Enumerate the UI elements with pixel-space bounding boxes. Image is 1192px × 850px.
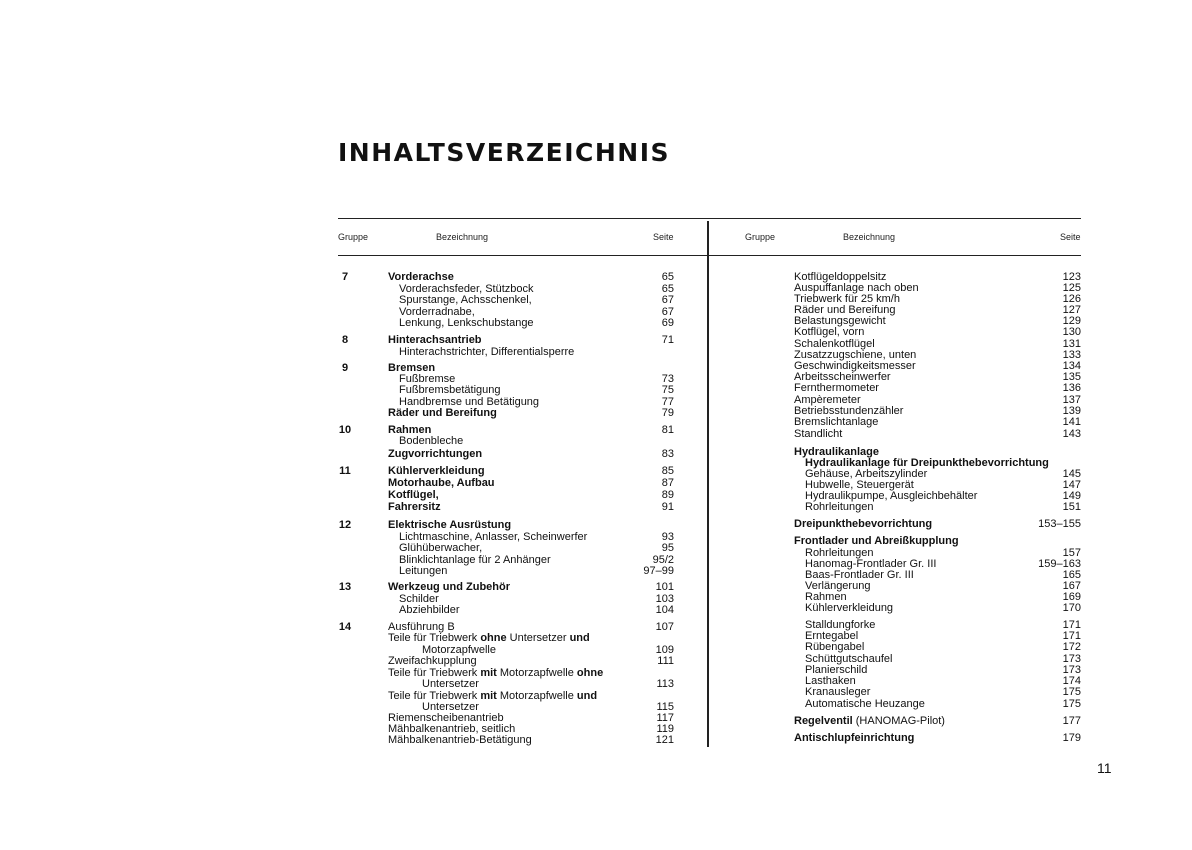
- toc-entry: Geschwindigkeitsmesser: [794, 360, 916, 372]
- toc-entry: Teile für Triebwerk ohne Untersetzer und: [388, 632, 590, 644]
- toc-page-ref: 136: [1062, 382, 1081, 394]
- toc-page-ref: 95: [661, 542, 674, 554]
- toc-page-ref: 165: [1062, 569, 1081, 581]
- header-gruppe-left: Gruppe: [338, 232, 369, 242]
- toc-entry: Dreipunkthebevorrichtung: [794, 518, 933, 530]
- header-bezeichnung-right: Bezeichnung: [843, 232, 896, 242]
- toc-entry: Belastungsgewicht: [794, 315, 886, 327]
- toc-page-ref: 175: [1062, 686, 1081, 698]
- toc-entry: Arbeitsscheinwerfer: [794, 371, 891, 383]
- toc-entry: Teile für Triebwerk mit Motorzapfwelle und: [388, 690, 598, 702]
- toc-page-ref: 149: [1062, 490, 1081, 502]
- toc-page-ref: 91: [661, 501, 674, 513]
- toc-entry: Betriebsstundenzähler: [794, 405, 904, 417]
- header-gruppe-right: Gruppe: [745, 232, 776, 242]
- toc-page-ref: 143: [1062, 428, 1081, 440]
- toc-page-ref: 171: [1062, 619, 1081, 631]
- toc-page-ref: 179: [1062, 732, 1081, 744]
- toc-page-ref: 153–155: [1038, 518, 1081, 530]
- group-number: 12: [338, 519, 352, 531]
- toc-entry: Kotflügeldoppelsitz: [794, 271, 887, 283]
- toc-page-ref: 175: [1062, 698, 1081, 710]
- group-number: 14: [338, 621, 352, 633]
- toc-page-ref: 174: [1062, 675, 1081, 687]
- toc-entry: Stalldungforke: [805, 619, 876, 631]
- toc-page-ref: 75: [661, 384, 674, 396]
- toc-entry: Fußbremsbetätigung: [399, 384, 501, 396]
- group-number: 9: [341, 362, 349, 374]
- toc-entry: Räder und Bereifung: [388, 407, 497, 419]
- toc-page-ref: 89: [661, 489, 674, 501]
- toc-page-ref: 117: [656, 712, 674, 724]
- toc-page-ref: 157: [1062, 547, 1081, 559]
- toc-entry: Teile für Triebwerk mit Motorzapfwelle ohne: [388, 667, 604, 679]
- toc-page-ref: 79: [661, 407, 674, 419]
- toc-page-ref: 139: [1062, 405, 1081, 417]
- table-top-rule: [338, 218, 1081, 219]
- toc-entry: Automatische Heuzange: [805, 698, 925, 710]
- toc-entry: Riemenscheibenantrieb: [388, 712, 504, 724]
- header-seite-left: Seite: [653, 232, 674, 242]
- toc-page-ref: 69: [661, 317, 674, 329]
- toc-page-ref: 111: [657, 655, 674, 667]
- toc-entry: Vorderachsfeder, Stützbock: [399, 283, 534, 295]
- toc-entry: Rohrleitungen: [805, 547, 874, 559]
- toc-page-ref: 93: [661, 531, 674, 543]
- toc-page-ref: 103: [655, 593, 674, 605]
- toc-entry: Gehäuse, Arbeitszylinder: [805, 468, 928, 480]
- toc-page-ref: 135: [1062, 371, 1081, 383]
- toc-entry: Fernthermometer: [794, 382, 879, 394]
- toc-entry: Elektrische Ausrüstung: [388, 519, 512, 531]
- toc-entry: Kotflügel,: [388, 489, 439, 501]
- toc-entry: Standlicht: [794, 428, 843, 440]
- toc-page-ref: 126: [1062, 293, 1081, 305]
- toc-entry: Kühlerverkleidung: [805, 602, 894, 614]
- toc-entry: Zweifachkupplung: [388, 655, 477, 667]
- toc-entry: Zugvorrichtungen: [388, 448, 483, 460]
- toc-entry: Rahmen: [805, 591, 847, 603]
- toc-entry: Bremslichtanlage: [794, 416, 879, 428]
- toc-page-ref: 147: [1062, 479, 1081, 491]
- toc-page-ref: 67: [661, 306, 674, 318]
- toc-entry: Räder und Bereifung: [794, 304, 896, 316]
- toc-page-ref: 77: [661, 396, 674, 408]
- toc-entry: Lasthaken: [805, 675, 856, 687]
- toc-page-ref: 151: [1062, 501, 1081, 513]
- toc-entry: Fahrersitz: [388, 501, 441, 513]
- toc-entry: Baas-Frontlader Gr. III: [805, 569, 914, 581]
- toc-page-ref: 87: [661, 477, 674, 489]
- toc-entry: Hydraulikanlage: [794, 446, 879, 458]
- toc-page-ref: 173: [1062, 664, 1081, 676]
- toc-entry: Kotflügel, vorn: [794, 326, 865, 338]
- toc-entry: Rübengabel: [805, 641, 865, 653]
- header-bezeichnung-left: Bezeichnung: [436, 232, 489, 242]
- toc-page-ref: 115: [656, 701, 674, 713]
- toc-page-ref: 172: [1062, 641, 1081, 653]
- toc-entry: Bodenbleche: [399, 435, 464, 447]
- toc-entry: Hanomag-Frontlader Gr. III: [805, 558, 937, 570]
- toc-page-ref: 171: [1062, 630, 1081, 642]
- toc-entry: Zusatzzugschiene, unten: [794, 349, 917, 361]
- toc-entry: Lenkung, Lenkschubstange: [399, 317, 534, 329]
- toc-entry: Leitungen: [399, 565, 448, 577]
- table-header-rule: [338, 255, 1081, 256]
- toc-page-ref: 113: [656, 678, 674, 690]
- page-number: 11: [1097, 760, 1112, 776]
- toc-page-ref: 159–163: [1038, 558, 1081, 570]
- page-title: INHALTSVERZEICHNIS: [338, 138, 671, 167]
- toc-page-ref: 119: [656, 723, 674, 735]
- toc-entry: Hinterachstrichter, Differentialsperre: [399, 346, 575, 358]
- toc-entry: Antischlupfeinrichtung: [794, 732, 915, 744]
- toc-entry: Vorderachse: [388, 271, 454, 283]
- toc-page-ref: 107: [655, 621, 674, 633]
- toc-page-ref: 141: [1062, 416, 1081, 428]
- toc-entry: Triebwerk für 25 km/h: [794, 293, 900, 305]
- toc-page-ref: 129: [1062, 315, 1081, 327]
- toc-entry: Ampèremeter: [794, 394, 861, 406]
- toc-entry: Regelventil (HANOMAG-Pilot): [794, 715, 945, 727]
- toc-entry: Hydraulikanlage für Dreipunkthebevorrichtung: [805, 457, 1049, 469]
- toc-page-ref: 125: [1062, 282, 1081, 294]
- toc-page-ref: 85: [661, 465, 674, 477]
- toc-page-ref: 137: [1062, 394, 1081, 406]
- column-divider: [707, 221, 709, 747]
- toc-entry: Hinterachsantrieb: [388, 334, 482, 346]
- toc-entry: Glühüberwacher,: [399, 542, 483, 554]
- toc-page-ref: 173: [1062, 653, 1081, 665]
- toc-page-ref: 134: [1062, 360, 1081, 372]
- toc-page-ref: 65: [661, 271, 674, 283]
- toc-page-ref: 67: [661, 294, 674, 306]
- toc-page-ref: 131: [1062, 338, 1081, 350]
- toc-entry: Mähbalkenantrieb, seitlich: [388, 723, 516, 735]
- toc-entry: Hubwelle, Steuergerät: [805, 479, 914, 491]
- toc-page-ref: 127: [1062, 304, 1081, 316]
- toc-entry: Motorhaube, Aufbau: [388, 477, 495, 489]
- toc-entry: Mähbalkenantrieb-Betätigung: [388, 734, 532, 746]
- toc-entry: Vorderradnabe,: [399, 306, 475, 318]
- toc-entry: Rohrleitungen: [805, 501, 874, 513]
- toc-entry: Frontlader und Abreißkupplung: [794, 535, 959, 547]
- toc-page-ref: 83: [661, 448, 674, 460]
- toc-entry: Ausführung B: [388, 621, 455, 633]
- toc-entry: Fußbremse: [399, 373, 456, 385]
- toc-page-ref: 65: [661, 283, 674, 295]
- group-number: 13: [338, 581, 352, 593]
- group-number: 10: [338, 424, 352, 436]
- group-number: 7: [341, 271, 349, 283]
- toc-page-ref: 145: [1062, 468, 1081, 480]
- toc-entry: Kranausleger: [805, 686, 871, 698]
- toc-page-ref: 130: [1062, 326, 1081, 338]
- toc-page-ref: 177: [1062, 715, 1081, 727]
- toc-page-ref: 104: [655, 604, 674, 616]
- toc-entry: Werkzeug und Zubehör: [388, 581, 511, 593]
- toc-page-ref: 109: [655, 644, 674, 656]
- toc-entry: Erntegabel: [805, 630, 859, 642]
- toc-entry: Hydraulikpumpe, Ausgleichbehälter: [805, 490, 978, 502]
- group-number: 8: [341, 334, 349, 346]
- toc-entry: Auspuffanlage nach oben: [794, 282, 919, 294]
- toc-page-ref: 73: [661, 373, 674, 385]
- toc-entry: Schalenkotflügel: [794, 338, 875, 350]
- toc-page-ref: 121: [655, 734, 674, 746]
- toc-entry: Untersetzer: [422, 678, 479, 690]
- toc-entry: Handbremse und Betätigung: [399, 396, 540, 408]
- toc-entry: Abziehbilder: [399, 604, 460, 616]
- toc-entry: Kühlerverkleidung: [388, 465, 485, 477]
- toc-entry: Bremsen: [388, 362, 436, 374]
- header-seite-right: Seite: [1060, 232, 1081, 242]
- toc-page-ref: 101: [655, 581, 674, 593]
- toc-page-ref: 71: [661, 334, 674, 346]
- toc-entry: Untersetzer: [422, 701, 479, 713]
- toc-page-ref: 95/2: [652, 554, 674, 566]
- group-number: 11: [339, 465, 351, 477]
- toc-entry: Schilder: [399, 593, 439, 605]
- toc-entry: Verlängerung: [805, 580, 871, 592]
- toc-entry: Rahmen: [388, 424, 432, 436]
- toc-entry: Lichtmaschine, Anlasser, Scheinwerfer: [399, 531, 588, 543]
- toc-entry: Motorzapfwelle: [422, 644, 496, 656]
- toc-page-ref: 81: [661, 424, 674, 436]
- toc-page-ref: 170: [1062, 602, 1081, 614]
- toc-page-ref: 167: [1062, 580, 1081, 592]
- toc-page-ref: 133: [1062, 349, 1081, 361]
- toc-entry: Blinklichtanlage für 2 Anhänger: [399, 554, 551, 566]
- toc-page-ref: 123: [1062, 271, 1081, 283]
- toc-entry: Spurstange, Achsschenkel,: [399, 294, 532, 306]
- toc-page-ref: 97–99: [643, 565, 674, 577]
- toc-entry: Planierschild: [805, 664, 868, 676]
- toc-entry: Schüttgutschaufel: [805, 653, 893, 665]
- toc-page-ref: 169: [1062, 591, 1081, 603]
